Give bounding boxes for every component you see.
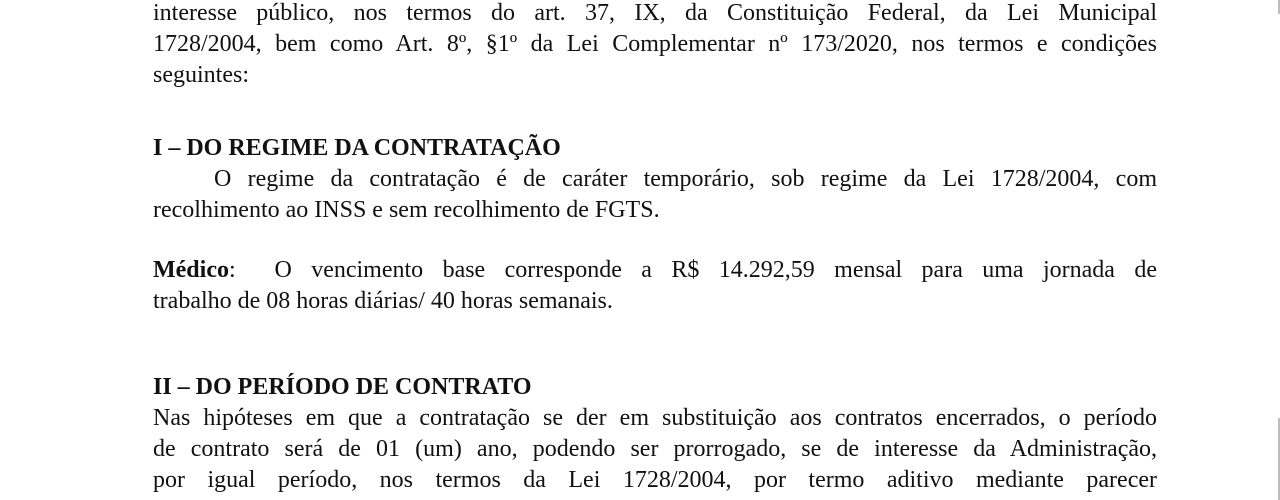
medico-colon: :	[228, 257, 236, 283]
intro-line-3: seguintes:	[153, 62, 249, 88]
medico-paragraph-line-1	[153, 255, 1157, 286]
intro-line-2: 1728/2004, bem como Art. 8º, §1º da Lei Complementar nº 173/2020, nos termos e condições	[153, 31, 1157, 57]
section-1-paragraph-line-1: O regime da contratação é de caráter temporário, sob regime da Lei 1728/2004, com	[214, 166, 1157, 192]
section-1-heading: I – DO REGIME DA CONTRATAÇÃO	[153, 135, 561, 161]
section-2-line-3: por igual período, nos termos da Lei 1728/2004, por termo aditivo mediante parecer	[153, 467, 1157, 493]
section-2-heading: II – DO PERÍODO DE CONTRATO	[153, 374, 532, 400]
section-2-line-2: de contrato será de 01 (um) ano, podendo ser prorrogado, se de interesse da Administração,	[153, 436, 1157, 462]
medico-label: Médico	[153, 257, 229, 283]
section-2-line-1: Nas hipóteses em que a contratação se der em substituição aos contratos encerrados, o período	[153, 405, 1157, 431]
medico-text: O vencimento base corresponde a R$ 14.292,59 mensal para uma jornada de	[274, 257, 1158, 283]
section-1-paragraph-line-2: recolhimento ao INSS e sem recolhimento de FGTS.	[153, 197, 660, 223]
intro-line-1: interesse público, nos termos do art. 37, IX, da Constituição Federal, da Lei Municipal	[153, 0, 1157, 26]
medico-paragraph-line-2: trabalho de 08 horas diárias/ 40 horas semanais.	[153, 288, 613, 314]
